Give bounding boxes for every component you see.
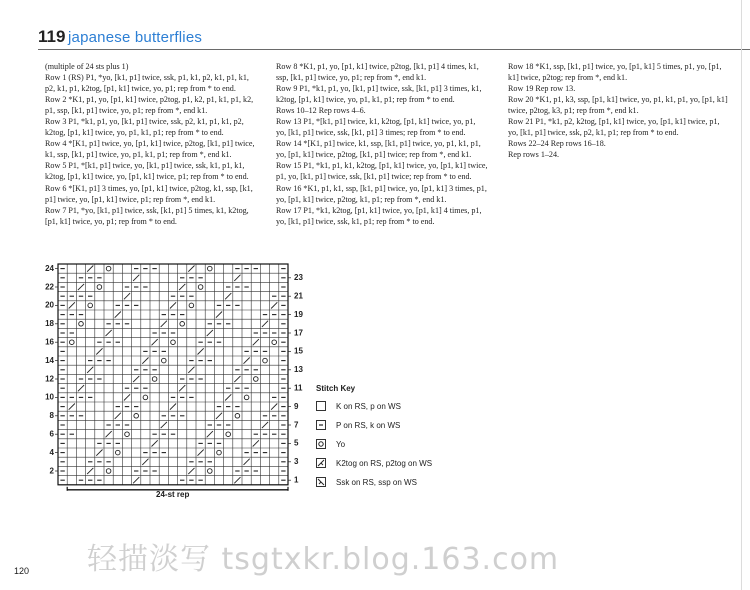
k2tog-symbol (133, 477, 139, 483)
yo-symbol (254, 377, 259, 382)
yo-symbol (171, 340, 176, 345)
k2tog-symbol (225, 293, 231, 299)
k2tog-symbol (188, 266, 194, 272)
instruction-line: Row 3 P1, *k1, p1, yo, [k1, p1] twice, ssk, p2, k1, p1, k1, p2, (45, 117, 244, 127)
yo-symbol (152, 377, 157, 382)
row-number-right: 3 (294, 457, 299, 467)
key-label: Ssk on RS, ssp on WS (336, 478, 417, 487)
key-item-yo (316, 439, 456, 451)
instruction-line: yo, [p1, k1] twice, p2tog, k1, p1; rep from *, end k1. (276, 194, 447, 204)
key-label: Yo (336, 440, 346, 449)
k2tog-symbol (96, 348, 102, 354)
k2tog-symbol (198, 348, 204, 354)
instruction-line: Row 18 *K1, ssp, [k1, p1] twice, yo, [p1, k1] 5 times, p1, yo, [p1, (508, 62, 722, 71)
yo-symbol (106, 469, 111, 474)
instruction-line: k1, ssp, [k1, p1] twice, yo, p1, k1, p1; rep from *, end k1. (45, 150, 232, 160)
instruction-line: Row 5 P1, *[k1, p1] twice, yo, [k1, p1] twice, ssk, k1, p1, k1, (45, 161, 245, 171)
k2tog-symbol (170, 404, 176, 410)
instruction-line: Row 2 *K1, p1, yo, [p1, k1] twice, p2tog, p1, k2, p1, k1, p1, k2, (45, 95, 254, 105)
k2tog-symbol (133, 376, 139, 382)
yo-symbol (208, 469, 213, 474)
k2tog-box-icon (316, 458, 326, 468)
k2tog-symbol (234, 477, 240, 483)
row-number-left: 16 (45, 337, 54, 347)
page-header (38, 27, 750, 50)
k2tog-symbol (262, 422, 268, 428)
yo-symbol (88, 303, 93, 308)
k2tog-symbol (142, 358, 148, 364)
circle-box-icon (316, 439, 326, 449)
row-number-right: 23 (294, 273, 303, 283)
row-number-left: 20 (45, 300, 54, 310)
instruction-line: Rows 22–24 Rep rows 16–18. (508, 139, 606, 149)
k2tog-symbol (234, 275, 240, 281)
yo-symbol (217, 450, 222, 455)
k2tog-symbol (78, 284, 84, 290)
k2tog-symbol (188, 367, 194, 373)
k2tog-symbol (106, 431, 112, 437)
row-number-right: 21 (294, 291, 303, 301)
dash-box-icon (316, 420, 326, 430)
ssk-box-icon (316, 477, 326, 487)
row-number-right: 17 (294, 328, 303, 338)
yo-symbol (263, 358, 268, 363)
k2tog-symbol (96, 450, 102, 456)
row-number-right: 5 (294, 438, 299, 448)
yo-symbol (198, 285, 203, 290)
instruction-line: k1] twice, p2tog; rep from *, end k1. (508, 73, 628, 83)
k2tog-symbol (115, 312, 121, 318)
instruction-line: p2, k1, p1, k2tog, [p1, k1] twice, yo, p1; rep from * to end. (45, 84, 236, 94)
yo-symbol (235, 414, 240, 419)
k2tog-symbol (179, 284, 185, 290)
instruction-line: Row 20 *K1, p1, k3, ssp, [p1, k1] twice, yo, p1, k1, p1, yo, [p1, k1] (508, 95, 728, 105)
row-number-left: 8 (49, 411, 54, 421)
row-number-left: 18 (45, 319, 54, 329)
instruction-line: Row 19 Rep row 13. (508, 84, 576, 94)
page-edge (741, 0, 742, 590)
row-number-right: 7 (294, 420, 299, 430)
yo-symbol (208, 266, 213, 271)
instruction-line: p1] twice, yo, [p1, k1] twice, p1; rep from *, end k1. (45, 194, 216, 204)
k2tog-symbol (133, 275, 139, 281)
k2tog-symbol (262, 321, 268, 327)
k2tog-symbol (207, 431, 213, 437)
instruction-line: k2tog, [p1, k1] twice, yo, p1, k1, p1; rep from * to end. (45, 128, 224, 138)
k2tog-symbol (78, 385, 84, 391)
yo-symbol (125, 432, 130, 437)
instruction-line: Row 21 P1, *k1, p2, k2tog, [p1, k1] twice, yo, [p1, k1] twice, p1, (508, 117, 720, 127)
instruction-line: Row 13 P1, *[k1, p1] twice, k1, k2tog, [p1, k1] twice, yo, p1, (276, 117, 476, 127)
instruction-line: Row 17 P1, *k1, k2tog, [p1, k1] twice, yo, [p1, k1] 4 times, p1, (276, 205, 482, 215)
instruction-line: Row 9 P1, *k1, p1, yo, [k1, p1] twice, ssk, [k1, p1] 3 times, k1, (276, 84, 482, 94)
row-number-left: 12 (45, 374, 54, 384)
instruction-line: Row 7 P1, *yo, [k1, p1] twice, ssk, [k1, p1] 5 times, k1, k2tog, (45, 205, 249, 215)
row-number-left: 2 (49, 466, 54, 476)
row-number-left: 10 (45, 392, 54, 402)
k2tog-symbol (244, 459, 250, 465)
key-label: K on RS, p on WS (336, 402, 401, 411)
k2tog-symbol (69, 404, 75, 410)
instruction-line: p1, ssp, [k1, p1] twice, yo, p1; rep from *, end k1. (45, 106, 208, 116)
yo-symbol (70, 340, 75, 345)
pattern-number: 119 (38, 27, 66, 46)
row-number-left: 6 (49, 429, 54, 439)
k2tog-symbol (207, 330, 213, 336)
yo-symbol (162, 358, 167, 363)
instruction-line: Row 14 *[K1, p1] twice, k1, ssp, [k1, p1] twice, yo, p1, k1, p1, (276, 139, 481, 149)
row-number-right: 13 (294, 365, 303, 375)
instruction-line: Rep rows 1–24. (508, 150, 560, 160)
instruction-line: yo, [k1, p1] twice, ssk, k1, p1; rep from * to end. (276, 216, 435, 226)
instruction-line: k2tog, [p1, k1] twice, yo, [p1, k1] twice, p1; rep from * to end. (45, 172, 249, 182)
k2tog-symbol (152, 339, 158, 345)
row-number-left: 4 (49, 447, 54, 457)
k2tog-symbol (234, 376, 240, 382)
k2tog-symbol (87, 367, 93, 373)
row-number-left: 22 (45, 282, 54, 292)
instruction-line: Row 16 *K1, p1, k1, ssp, [k1, p1] twice, yo, [p1, k1] 3 times, p1, (276, 183, 487, 193)
k2tog-symbol (161, 422, 167, 428)
row-number-right: 19 (294, 309, 303, 319)
instruction-line: yo, [k1, p1] twice, ssk, p2, k1, p1; rep from * to end. (508, 128, 679, 138)
knitting-chart (38, 258, 318, 503)
instruction-line: yo, [k1, p1] twice, ssk, [k1, p1] 3 times; rep from * to end. (276, 128, 466, 138)
row-number-right: 1 (294, 475, 299, 485)
key-item-purl (316, 420, 456, 432)
instruction-line: twice, p2tog, k3, p1; rep from *, end k1. (508, 106, 639, 116)
k2tog-symbol (271, 404, 277, 410)
k2tog-symbol (188, 468, 194, 474)
instruction-line: ssp, [k1, p1] twice, yo, p1; rep from *, end k1. (276, 73, 427, 83)
instructions-column-1 (45, 61, 270, 227)
instruction-line: Row 4 *[K1, p1] twice, yo, [p1, k1] twice, p2tog, [k1, p1] twice, (45, 139, 255, 149)
yo-symbol (272, 340, 277, 345)
k2tog-symbol (142, 459, 148, 465)
yo-symbol (97, 285, 102, 290)
k2tog-symbol (244, 358, 250, 364)
k2tog-symbol (253, 339, 259, 345)
instruction-line: Row 6 *[K1, p1] 3 times, yo, [p1, k1] twice, p2tog, k1, ssp, [k1, (45, 183, 253, 193)
k2tog-symbol (253, 440, 259, 446)
k2tog-symbol (87, 266, 93, 272)
k2tog-symbol (170, 302, 176, 308)
k2tog-symbol (106, 330, 112, 336)
yo-symbol (79, 322, 84, 327)
key-label: P on RS, k on WS (336, 421, 401, 430)
row-number-left: 14 (45, 355, 54, 365)
key-label: K2tog on RS, p2tog on WS (336, 459, 433, 468)
repeat-label: 24-st rep (156, 490, 190, 499)
yo-symbol (189, 303, 194, 308)
yo-symbol (226, 432, 231, 437)
instruction-line: Row 8 *K1, p1, yo, [p1, k1] twice, p2tog, [k1, p1] 4 times, k1, (276, 62, 479, 71)
page-number: 120 (14, 566, 30, 576)
instruction-line: (multiple of 24 sts plus 1) (45, 62, 129, 71)
instruction-line: Rows 10–12 Rep rows 4–6. (276, 106, 366, 116)
k2tog-symbol (216, 413, 222, 419)
key-item-k2tog (316, 458, 456, 470)
row-number-left: 24 (45, 263, 54, 273)
key-item-knit (316, 401, 456, 413)
instruction-line: p1, yo, [k1, p1] twice, ssk, [k1, p1] twice; rep from * to end. (276, 172, 472, 182)
watermark: 轻描淡写 tsgtxkr.blog.163.com (87, 542, 560, 577)
instruction-line: yo, [p1, k1] twice, p2tog, [k1, p1] twice; rep from *, end k1. (276, 150, 472, 160)
k2tog-symbol (161, 321, 167, 327)
instruction-line: Row 15 P1, *k1, p1, k1, k2tog, [p1, k1] twice, yo, [p1, k1] twice, (276, 161, 488, 171)
yo-symbol (106, 266, 111, 271)
key-item-ssk (316, 477, 456, 489)
k2tog-symbol (198, 450, 204, 456)
instruction-line: [p1, k1] twice, yo, p1; rep from * to end. (45, 216, 177, 226)
k2tog-symbol (271, 302, 277, 308)
row-number-right: 9 (294, 401, 299, 411)
k2tog-symbol (124, 293, 130, 299)
k2tog-symbol (216, 312, 222, 318)
yo-symbol (143, 395, 148, 400)
empty-box-icon (316, 401, 326, 411)
k2tog-symbol (115, 413, 121, 419)
k2tog-symbol (152, 440, 158, 446)
stitch-key-title: Stitch Key (316, 384, 356, 393)
pattern-title: japanese butterflies (68, 29, 203, 46)
instruction-line: k2tog, [p1, k1] twice, yo, p1, k1, p1; rep from * to end. (276, 95, 455, 105)
k2tog-symbol (69, 302, 75, 308)
yo-symbol (180, 322, 185, 327)
row-number-right: 11 (294, 383, 303, 393)
k2tog-symbol (124, 394, 130, 400)
instruction-line: Row 1 (RS) P1, *yo, [k1, p1] twice, ssk, p1, k1, p2, k1, p1, k1, (45, 73, 249, 83)
yo-symbol (244, 395, 249, 400)
yo-symbol (116, 450, 121, 455)
k2tog-symbol (179, 385, 185, 391)
k2tog-symbol (87, 468, 93, 474)
stitch-key (316, 384, 456, 496)
row-number-right: 15 (294, 346, 303, 356)
k2tog-symbol (225, 394, 231, 400)
yo-symbol (134, 414, 139, 419)
instructions-column-3 (508, 61, 738, 160)
instructions-column-2 (276, 61, 501, 227)
